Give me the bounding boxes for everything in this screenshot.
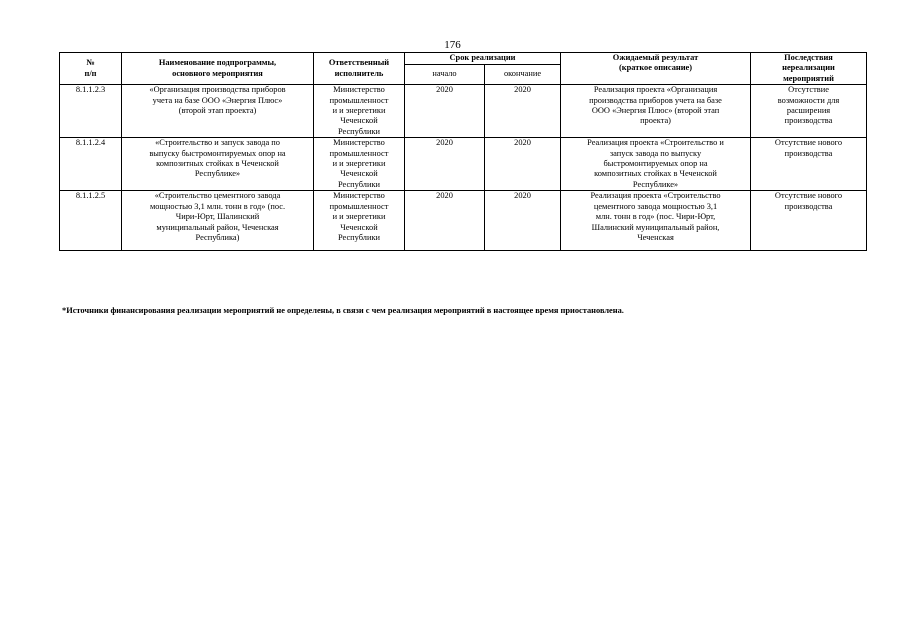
- measures-table: [59, 52, 867, 251]
- cell-name: «Организация производства приборов учета на базе ООО «Энергия Плюс» (второй этап проекта): [122, 85, 314, 138]
- cell-start: 2020: [405, 85, 485, 138]
- cell-end: 2020: [485, 138, 561, 191]
- cell-end: 2020: [485, 191, 561, 251]
- header-start: начало: [405, 65, 485, 85]
- cell-num: 8.1.1.2.5: [60, 191, 122, 251]
- cell-responsible: Министерство промышленност и и энергетики Чеченской Республики: [314, 191, 405, 251]
- header-num: № п/п: [60, 53, 122, 85]
- cell-name: «Строительство и запуск завода по выпуску быстромонтируемых опор на композитных стойках в Чеченской Республике»: [122, 138, 314, 191]
- footnote: *Источники финансирования реализации мероприятий не определены, в связи с чем реализация мероприятий в настоящее время приостановлена.: [62, 306, 624, 315]
- table-row: [60, 138, 867, 191]
- page-number: 176: [444, 39, 461, 51]
- cell-responsible: Министерство промышленност и и энергетики Чеченской Республики: [314, 138, 405, 191]
- cell-start: 2020: [405, 191, 485, 251]
- cell-result: Реализация проекта «Строительство цементного завода мощностью 3,1 млн. тонн в год» (пос. Чири-Юрт, Шалинский муниципальный район, Чеченская: [561, 191, 751, 251]
- cell-end: 2020: [485, 85, 561, 138]
- cell-consequences: Отсутствие возможности для расширения производства: [751, 85, 867, 138]
- cell-name: «Строительство цементного завода мощностью 3,1 млн. тонн в год» (пос. Чири-Юрт, Шалинский муниципальный район, Чеченская Республика): [122, 191, 314, 251]
- header-end: окончание: [485, 65, 561, 85]
- cell-start: 2020: [405, 138, 485, 191]
- cell-consequences: Отсутствие нового производства: [751, 191, 867, 251]
- cell-num: 8.1.1.2.4: [60, 138, 122, 191]
- header-period: Срок реализации: [405, 53, 561, 65]
- header-result: Ожидаемый результат (краткое описание): [561, 53, 751, 85]
- table-row: [60, 191, 867, 251]
- cell-consequences: Отсутствие нового производства: [751, 138, 867, 191]
- table-row: [60, 85, 867, 138]
- cell-result: Реализация проекта «Организация производства приборов учета на базе ООО «Энергия Плюс» (второй этап проекта): [561, 85, 751, 138]
- header-name: Наименование подпрограммы, основного мероприятия: [122, 53, 314, 85]
- cell-responsible: Министерство промышленност и и энергетики Чеченской Республики: [314, 85, 405, 138]
- cell-num: 8.1.1.2.3: [60, 85, 122, 138]
- header-consequences: Последствия нереализации мероприятий: [751, 53, 867, 85]
- cell-result: Реализация проекта «Строительство и запуск завода по выпуску быстромонтируемых опор на композитных стойках в Чеченской Республике»: [561, 138, 751, 191]
- header-responsible: Ответственный исполнитель: [314, 53, 405, 85]
